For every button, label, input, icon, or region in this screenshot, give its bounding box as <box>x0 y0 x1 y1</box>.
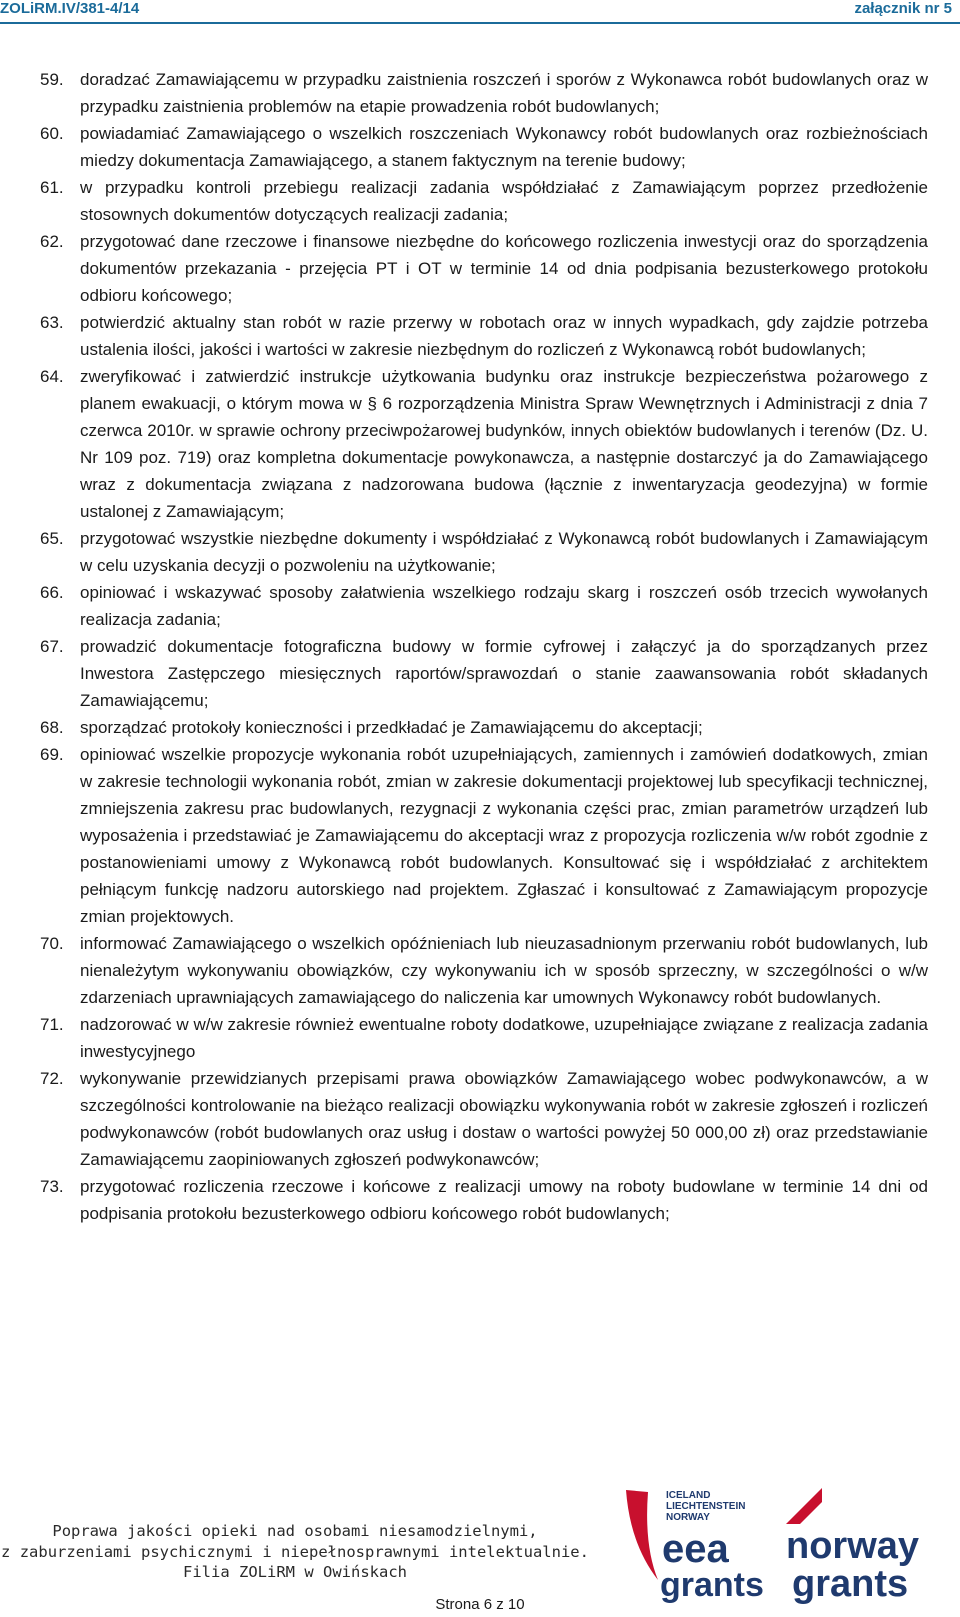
item-text: wykonywanie przewidzianych przepisami prawa obowiązków Zamawiającego wobec podwykonawców, a w szczególności kontrolowanie na bieżąco realizacji obowiązku wykonywania robót w zakresie zgłoszeń i rozliczeń podwykonawców (robót budowlanych oraz usług i dostaw o wartości powyżej 50 000,00 zł) oraz przedstawianie Zamawiającemu zaopiniowanych zgłoszeń podwykonawców; <box>80 1069 928 1169</box>
item-text: sporządzać protokoły konieczności i przedkładać je Zamawiającemu do akceptacji; <box>80 718 703 737</box>
item-number: 70. <box>40 934 64 953</box>
item-text: przygotować rozliczenia rzeczowe i końcowe z realizacji umowy na roboty budowlane w terminie 14 dni od podpisania protokołu bezusterkowego odbioru końcowego robót budowlanych; <box>80 1177 928 1223</box>
item-number: 61. <box>40 178 64 197</box>
page-header <box>0 0 960 22</box>
item-text: doradzać Zamawiającemu w przypadku zaistnienia roszczeń i sporów z Wykonawca robót budowlanych oraz w przypadku zaistnienia problemów na etapie prowadzenia robót budowlanych; <box>80 70 928 116</box>
eea-caption-1: ICELAND <box>666 1490 711 1501</box>
item-text: informować Zamawiającego o wszelkich opóźnieniach lub nieuzasadnionym przerwaniu robót budowlanych, lub nienależytym wykonywaniu obowiązków, czy wykonywaniu ich w sposób sprzeczny, w szczególności o w/w zdarzeniach uprawniających zamawiającego do naliczenia kar umownych Wykonawcy robót budowlanych. <box>80 934 928 1007</box>
item-number: 63. <box>40 313 64 332</box>
item-text: zweryfikować i zatwierdzić instrukcje użytkowania budynku oraz instrukcje bezpieczeństwa pożarowego z planem ewakuacji, o którym mowa w § 6 rozporządzenia Ministra Spraw Wewnętrznych i Administracji z dnia 7 czerwca 2010r. w sprawie ochrony przeciwpożarowej budynków, innych obiektów budowlanych i terenów (Dz. U. Nr 109 poz. 719) oraz kompletna dokumentacje powykonawcza, a następnie dostarczyć ja do Zamawiającego wraz z dokumentacja związana z nadzorowana budowa (łącznie z inwentaryzacja geodezyjna) w formie ustalonej z Zamawiającym; <box>80 367 928 521</box>
list-item <box>40 66 928 120</box>
item-number: 66. <box>40 583 64 602</box>
norway-grants-logo <box>782 1484 954 1604</box>
list-item <box>40 1173 928 1227</box>
header-divider <box>0 22 960 24</box>
list-item <box>40 174 928 228</box>
eea-caption-3: NORWAY <box>666 1512 710 1523</box>
list-item <box>40 579 928 633</box>
list-item <box>40 714 928 741</box>
page-number: Strona 6 z 10 <box>435 1596 525 1613</box>
footer-line-3: Filia ZOLiRM w Owińskach <box>183 1563 407 1581</box>
eea-red-swoosh <box>626 1490 658 1580</box>
item-text: opiniować i wskazywać sposoby załatwienia wszelkiego rodzaju skarg i roszczeń osób trzecich wywołanych realizacja zadania; <box>80 583 928 629</box>
list-item <box>40 741 928 930</box>
duties-list <box>40 66 928 1227</box>
item-text: przygotować dane rzeczowe i finansowe niezbędne do końcowego rozliczenia inwestycji oraz do sporządzenia dokumentów przekazania - przejęcia PT i OT w terminie 14 od dnia podpisania bezusterkowego protokołu odbioru końcowego; <box>80 232 928 305</box>
list-item <box>40 120 928 174</box>
list-item <box>40 1065 928 1173</box>
item-text: nadzorować w w/w zakresie również ewentualne roboty dodatkowe, uzupełniające związane z realizacja zadania inwestycyjnego <box>80 1015 928 1061</box>
list-item <box>40 363 928 525</box>
list-item <box>40 525 928 579</box>
eea-word: eea <box>662 1527 729 1571</box>
list-item <box>40 309 928 363</box>
item-number: 69. <box>40 745 64 764</box>
eea-caption-2: LIECHTENSTEIN <box>666 1501 746 1512</box>
item-text: opiniować wszelkie propozycje wykonania robót uzupełniających, zamiennych i zamówień dodatkowych, zmian w zakresie technologii wykonania robót, zmian w zakresie dokumentacji projektowej lub specyfikacji technicznej, zmniejszenia zakresu prac budowlanych, rezygnacji z wykonania części prac, zmian parametrów urządzeń lub wyposażenia i przedstawiać je Zamawiającemu do akceptacji wraz z propozycja rozliczenia w/w robót zgodnie z postanowieniami umowy z Wykonawcą robót budowlanych. Konsultować się i współdziałać z architektem pełniącym funkcję nadzoru autorskiego nad projektem. Zgłaszać i konsultować z Zamawiającym propozycje zmian projektowych. <box>80 745 928 926</box>
norway-grants-word: grants <box>792 1563 909 1604</box>
item-number: 72. <box>40 1069 64 1088</box>
list-item <box>40 228 928 309</box>
list-item <box>40 633 928 714</box>
item-number: 62. <box>40 232 64 251</box>
item-number: 65. <box>40 529 64 548</box>
list-item <box>40 930 928 1011</box>
eea-grants-word: grants <box>660 1566 764 1604</box>
item-number: 68. <box>40 718 64 737</box>
item-number: 64. <box>40 367 64 386</box>
norway-word: norway <box>786 1525 920 1567</box>
item-number: 67. <box>40 637 64 656</box>
item-text: przygotować wszystkie niezbędne dokumenty i współdziałać z Wykonawcą robót budowlanych i Zamawiającym w celu uzyskania decyzji o pozwoleniu na użytkowanie; <box>80 529 928 575</box>
item-number: 71. <box>40 1015 64 1034</box>
footer-line-1: Poprawa jakości opieki nad osobami niesamodzielnymi, <box>52 1522 538 1540</box>
eea-grants-logo <box>618 1484 768 1604</box>
norway-red-mark <box>786 1488 822 1524</box>
list-item <box>40 1011 928 1065</box>
attachment-label: załącznik nr 5 <box>854 0 952 17</box>
item-number: 60. <box>40 124 64 143</box>
footer-line-2: z zaburzeniami psychicznymi i niepełnosprawnymi intelektualnie. <box>1 1542 589 1561</box>
item-number: 59. <box>40 70 64 89</box>
item-text: powiadamiać Zamawiającego o wszelkich roszczeniach Wykonawcy robót budowlanych oraz rozbieżnościach miedzy dokumentacja Zamawiającego, a stanem faktycznym na terenie budowy; <box>80 124 928 170</box>
item-text: w przypadku kontroli przebiegu realizacji zadania współdziałać z Zamawiającym poprzez przedłożenie stosownych dokumentów dotyczących realizacji zadania; <box>80 178 928 224</box>
project-footer <box>0 1521 590 1583</box>
item-text: potwierdzić aktualny stan robót w razie przerwy w robotach oraz w innych wypadkach, gdy zajdzie potrzeba ustalenia ilości, jakości i wartości w zakresie niezbędnym do rozliczeń z Wykonawcą robót budowlanych; <box>80 313 928 359</box>
item-number: 73. <box>40 1177 64 1196</box>
item-text: prowadzić dokumentacje fotograficzna budowy w formie cyfrowej i załączyć ja do sporządzanych przez Inwestora Zastępczego miesięcznych raportów/sprawozdań o stanie zaawansowania robót składanych Zamawiającemu; <box>80 637 928 710</box>
document-reference: ZOLiRM.IV/381-4/14 <box>0 0 140 17</box>
